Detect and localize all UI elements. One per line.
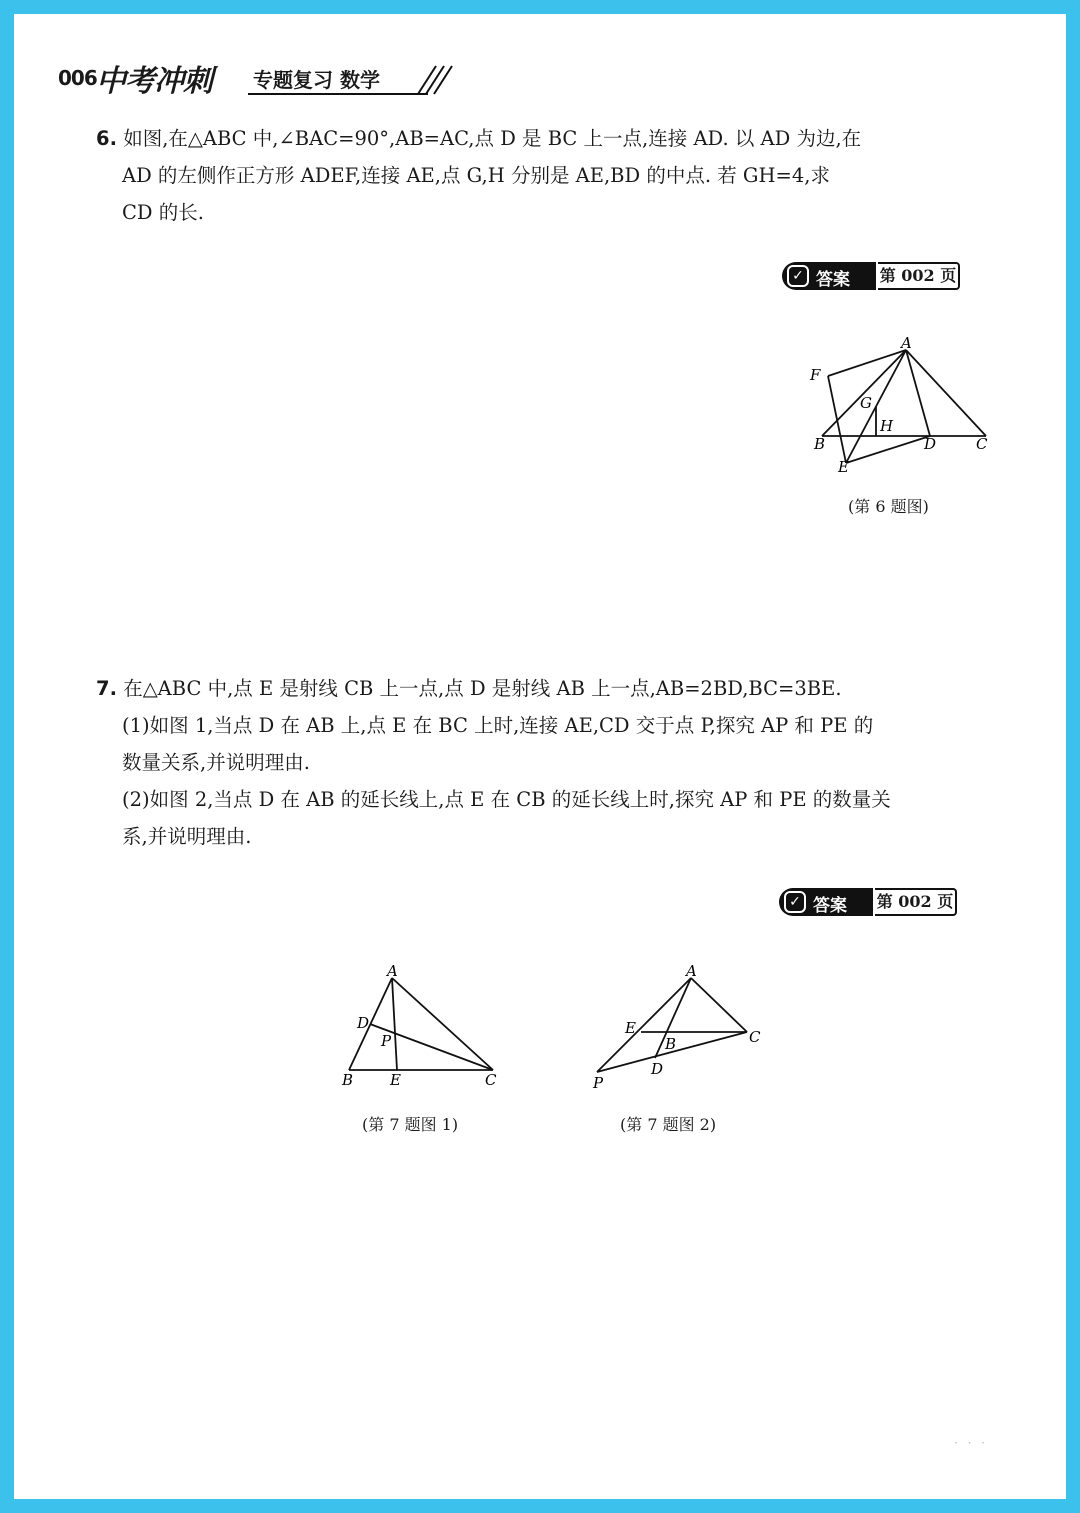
label-E: E [390, 1071, 401, 1089]
figure-q7-1-caption: (第 7 题图 1) [362, 1115, 459, 1134]
page-header [58, 50, 458, 100]
segment-AC [392, 978, 493, 1070]
question-number: 6. [96, 127, 117, 150]
label-E: E [625, 1019, 636, 1037]
figure-q6-caption: (第 6 题图) [848, 497, 929, 516]
answer-link-q6[interactable] [782, 262, 964, 290]
label-D: D [357, 1014, 370, 1032]
label-H: H [880, 417, 894, 435]
label-P: P [593, 1074, 604, 1092]
answer-page-ref: 第 002 页 [875, 888, 957, 916]
page-number: 006 [58, 66, 97, 90]
answer-link-q7[interactable] [779, 888, 961, 916]
segment-AC [691, 978, 747, 1032]
answer-label: 答案 [816, 270, 850, 290]
label-B: B [665, 1035, 677, 1053]
figure-q7-2-caption: (第 7 题图 2) [620, 1115, 717, 1134]
label-A: A [686, 962, 697, 980]
answer-label: 答案 [813, 896, 847, 916]
question-6-line-2: AD 的左侧作正方形 ADEF,连接 AE,点 G,H 分别是 AE,BD 的中点. 若 GH=4,求 [122, 164, 830, 187]
answer-page-ref: 第 002 页 [878, 262, 960, 290]
label-C: C [485, 1071, 497, 1089]
series-title-box [243, 62, 443, 94]
label-A: A [387, 962, 398, 980]
segment-AE [392, 978, 397, 1070]
question-6-line-1: 如图,在△ABC 中,∠BAC=90°,AB=AC,点 D 是 BC 上一点,连接 AD. 以 AD 为边,在 [123, 127, 862, 150]
figure-q6 [800, 330, 1010, 480]
segment-AP [597, 978, 691, 1072]
series-title: 专题复习 数学 [253, 68, 380, 92]
figure-q7-2 [585, 960, 770, 1095]
question-7-part-2-line-2: 系,并说明理由. [122, 825, 252, 848]
segment-AB [822, 350, 906, 436]
label-C: C [976, 435, 988, 453]
answer-badge [782, 262, 876, 290]
label-B: B [342, 1071, 354, 1089]
question-7-part-1-line-1: (1)如图 1,当点 D 在 AB 上,点 E 在 BC 上时,连接 AE,CD 交于点 P,探究 AP 和 PE 的 [122, 714, 874, 737]
label-A: A [901, 334, 912, 352]
label-B: B [814, 435, 826, 453]
question-number: 7. [96, 677, 117, 700]
label-D: D [651, 1060, 664, 1078]
label-P: P [381, 1032, 392, 1050]
label-E: E [838, 458, 849, 476]
question-7-part-2-line-1: (2)如图 2,当点 D 在 AB 的延长线上,点 E 在 CB 的延长线上时,探究 AP 和 PE 的数量关 [122, 788, 891, 811]
footer-dots: · · · [954, 1436, 989, 1450]
question-6-line-3: CD 的长. [122, 201, 204, 224]
answer-badge [779, 888, 873, 916]
question-7 [96, 670, 1006, 855]
question-7-part-1-line-2: 数量关系,并说明理由. [122, 751, 310, 774]
figure-q7-1 [335, 960, 510, 1095]
label-F: F [810, 366, 821, 384]
answer-check-icon: ✓ [787, 265, 809, 287]
answer-check-icon: ✓ [784, 891, 806, 913]
label-C: C [749, 1028, 761, 1046]
question-6 [96, 120, 1006, 231]
label-G: G [860, 394, 872, 412]
label-D: D [924, 435, 937, 453]
question-7-line-1: 在△ABC 中,点 E 是射线 CB 上一点,点 D 是射线 AB 上一点,AB=2BD,BC=3BE. [123, 677, 842, 700]
book-title: 中考冲刺 [96, 64, 212, 99]
